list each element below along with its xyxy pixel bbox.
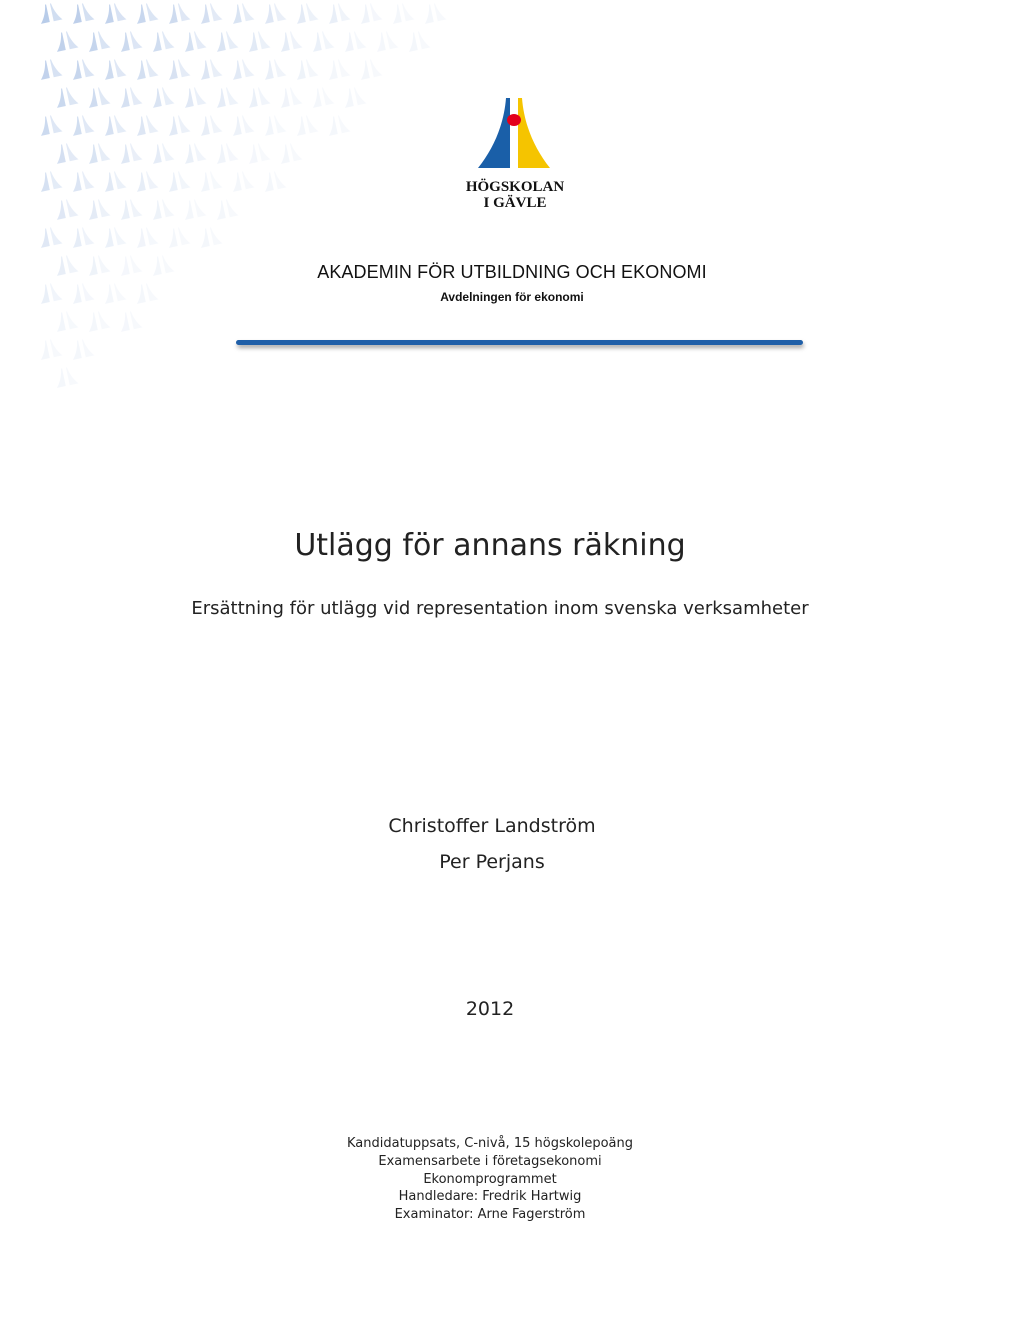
pattern-emblem-icon: [101, 226, 126, 248]
author-name: Christoffer Landström: [388, 815, 596, 837]
pattern-emblem-icon: [213, 198, 238, 220]
pattern-emblem-icon: [101, 114, 126, 136]
pattern-emblem-icon: [85, 198, 110, 220]
thesis-year: 2012: [465, 998, 515, 1020]
pattern-emblem-icon: [53, 30, 78, 52]
pattern-emblem-icon: [149, 142, 174, 164]
info-line: Handledare: Fredrik Hartwig: [398, 1189, 582, 1204]
pattern-emblem-icon: [213, 30, 238, 52]
pattern-emblem-icon: [149, 198, 174, 220]
pattern-emblem-icon: [325, 114, 350, 136]
pattern-emblem-icon: [325, 2, 350, 24]
pattern-emblem-icon: [101, 170, 126, 192]
info-line: Ekonomprogrammet: [423, 1172, 557, 1187]
pattern-emblem-icon: [85, 310, 110, 332]
pattern-emblem-icon: [133, 2, 158, 24]
pattern-emblem-icon: [133, 114, 158, 136]
logo-emblem-icon: [470, 92, 560, 174]
pattern-emblem-icon: [245, 86, 270, 108]
pattern-emblem-icon: [357, 2, 382, 24]
pattern-emblem-icon: [181, 198, 206, 220]
logo-text-line2: I GÄVLE: [483, 195, 547, 211]
pattern-emblem-icon: [117, 310, 142, 332]
division-name: Avdelningen för ekonomi: [440, 290, 584, 304]
pattern-emblem-icon: [117, 142, 142, 164]
pattern-emblem-icon: [405, 30, 430, 52]
pattern-emblem-icon: [69, 2, 94, 24]
pattern-emblem-icon: [373, 30, 398, 52]
pattern-emblem-icon: [277, 30, 302, 52]
pattern-emblem-icon: [229, 114, 254, 136]
pattern-emblem-icon: [117, 30, 142, 52]
author-name: Per Perjans: [439, 851, 545, 873]
logo-text-line1: HÖGSKOLAN: [465, 179, 565, 195]
pattern-emblem-icon: [197, 58, 222, 80]
pattern-emblem-icon: [197, 170, 222, 192]
pattern-emblem-icon: [357, 58, 382, 80]
pattern-emblem-icon: [213, 142, 238, 164]
pattern-emblem-icon: [37, 114, 62, 136]
pattern-emblem-icon: [37, 170, 62, 192]
pattern-emblem-icon: [53, 86, 78, 108]
pattern-emblem-icon: [101, 2, 126, 24]
pattern-emblem-icon: [325, 58, 350, 80]
pattern-emblem-icon: [53, 310, 78, 332]
pattern-emblem-icon: [165, 226, 190, 248]
info-line: Kandidatuppsats, C-nivå, 15 högskolepoäng: [346, 1136, 634, 1151]
pattern-emblem-icon: [245, 142, 270, 164]
pattern-emblem-icon: [181, 142, 206, 164]
pattern-emblem-icon: [261, 2, 286, 24]
pattern-emblem-icon: [229, 58, 254, 80]
pattern-emblem-icon: [133, 226, 158, 248]
pattern-emblem-icon: [69, 58, 94, 80]
academy-name: AKADEMIN FÖR UTBILDNING OCH EKONOMI: [317, 262, 707, 282]
pattern-emblem-icon: [197, 2, 222, 24]
pattern-emblem-icon: [197, 226, 222, 248]
pattern-emblem-icon: [245, 30, 270, 52]
pattern-emblem-icon: [197, 114, 222, 136]
decorative-pattern: [0, 0, 460, 420]
pattern-emblem-icon: [293, 58, 318, 80]
pattern-emblem-icon: [341, 86, 366, 108]
pattern-emblem-icon: [85, 86, 110, 108]
pattern-emblem-icon: [277, 86, 302, 108]
pattern-emblem-icon: [85, 142, 110, 164]
pattern-emblem-icon: [421, 2, 446, 24]
pattern-emblem-icon: [261, 114, 286, 136]
pattern-emblem-icon: [213, 86, 238, 108]
pattern-emblem-icon: [37, 2, 62, 24]
pattern-emblem-icon: [117, 198, 142, 220]
header-divider: [236, 340, 803, 345]
info-line: Examensarbete i företagsekonomi: [378, 1154, 602, 1169]
pattern-emblem-icon: [261, 170, 286, 192]
info-line: Examinator: Arne Fagerström: [394, 1207, 586, 1222]
pattern-emblem-icon: [229, 170, 254, 192]
pattern-emblem-icon: [261, 58, 286, 80]
pattern-emblem-icon: [181, 86, 206, 108]
pattern-emblem-icon: [181, 30, 206, 52]
pattern-emblem-icon: [53, 366, 78, 388]
pattern-emblem-icon: [293, 114, 318, 136]
pattern-emblem-icon: [85, 30, 110, 52]
thesis-subtitle: Ersättning för utlägg vid representation inom svenska verksamheter: [191, 598, 809, 619]
pattern-emblem-icon: [133, 170, 158, 192]
pattern-emblem-icon: [165, 58, 190, 80]
pattern-emblem-icon: [309, 86, 334, 108]
pattern-emblem-icon: [37, 58, 62, 80]
pattern-emblem-icon: [37, 226, 62, 248]
university-logo: [440, 92, 590, 227]
pattern-emblem-icon: [133, 58, 158, 80]
pattern-emblem-icon: [53, 142, 78, 164]
pattern-emblem-icon: [53, 198, 78, 220]
pattern-emblem-icon: [37, 338, 62, 360]
pattern-emblem-icon: [149, 86, 174, 108]
pattern-emblem-icon: [69, 226, 94, 248]
pattern-emblem-icon: [341, 30, 366, 52]
pattern-emblem-icon: [165, 2, 190, 24]
pattern-emblem-icon: [69, 170, 94, 192]
pattern-emblem-icon: [277, 142, 302, 164]
pattern-emblem-icon: [229, 2, 254, 24]
thesis-title: Utlägg för annans räkning: [294, 528, 686, 563]
pattern-emblem-icon: [165, 170, 190, 192]
pattern-emblem-icon: [389, 2, 414, 24]
pattern-emblem-icon: [293, 2, 318, 24]
pattern-emblem-icon: [309, 30, 334, 52]
pattern-emblem-icon: [117, 86, 142, 108]
pattern-emblem-icon: [69, 114, 94, 136]
pattern-emblem-icon: [165, 114, 190, 136]
pattern-emblem-icon: [101, 58, 126, 80]
pattern-emblem-icon: [69, 338, 94, 360]
pattern-emblem-icon: [149, 30, 174, 52]
